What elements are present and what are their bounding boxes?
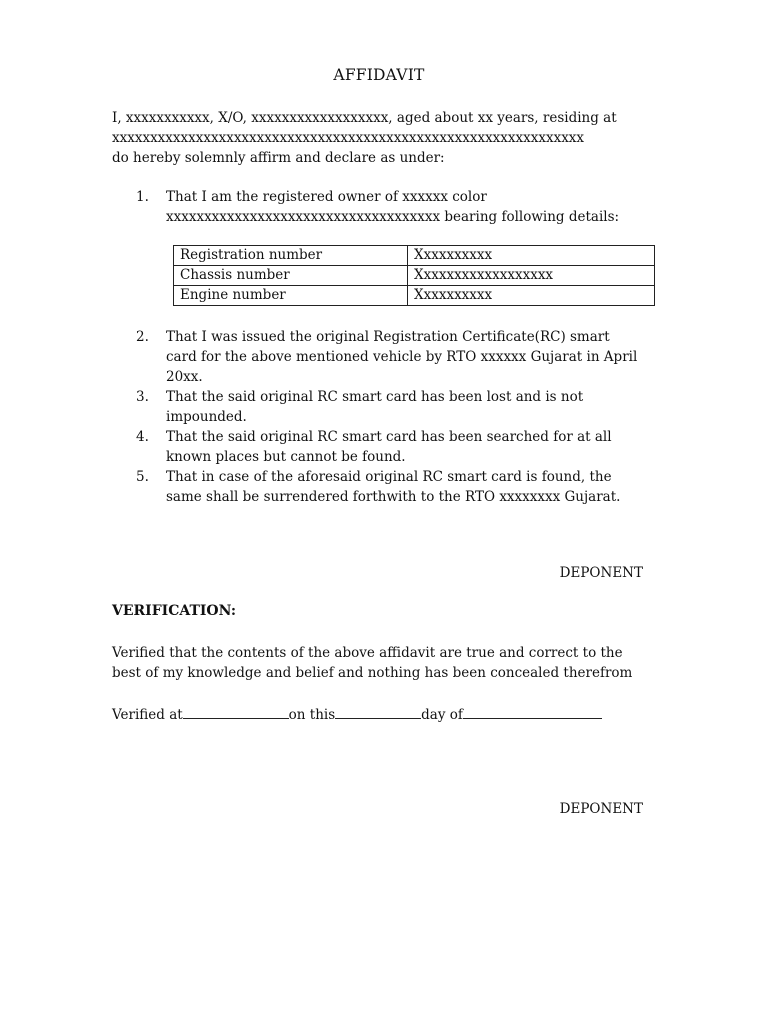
verification-heading: VERIFICATION: [112,603,237,619]
table-cell-label: Engine number [174,286,408,306]
item-line: known places but cannot be found. [166,449,406,465]
item-line: That the said original RC smart card has been searched for at all [166,429,612,445]
on-this-label: on this [288,707,336,723]
item-line: 20xx. [166,369,203,385]
item-number: 2. [136,329,149,345]
item-line: impounded. [166,409,247,425]
vehicle-details-table [173,245,655,306]
table-cell-label: Registration number [174,246,408,266]
date-blank[interactable] [335,705,421,719]
table-row [174,266,655,286]
document-title: AFFIDAVIT [333,66,425,84]
declaration-item-1 [136,187,620,227]
item-line: same shall be surrendered forthwith to the RTO xxxxxxxx Gujarat. [166,489,621,505]
intro-paragraph [112,108,617,168]
day-of-label: day of [421,707,463,723]
deponent-label-bottom: DEPONENT [559,801,643,817]
intro-line-3: do hereby solemnly affirm and declare as under: [112,150,445,166]
item-line: card for the above mentioned vehicle by RTO xxxxxx Gujarat in April [166,349,638,365]
intro-line-1: I, xxxxxxxxxxx, X/O, xxxxxxxxxxxxxxxxxx, aged about xx years, residing at [112,110,617,126]
item-number: 3. [136,389,149,405]
intro-line-2: xxxxxxxxxxxxxxxxxxxxxxxxxxxxxxxxxxxxxxxxxxxxxxxxxxxxxxxxxxxxxx [112,130,585,146]
deponent-label: DEPONENT [559,565,643,581]
verified-at-line [112,705,602,723]
item-line: xxxxxxxxxxxxxxxxxxxxxxxxxxxxxxxxxxxx bearing following details: [166,209,620,225]
item-line: That I am the registered owner of xxxxxx color [166,189,487,205]
declaration-item-3 [136,387,637,427]
table-row [174,246,655,266]
declaration-item-5 [136,467,637,507]
item-number: 1. [136,189,149,205]
declaration-item-2 [136,327,638,387]
verification-line-1: Verified that the contents of the above affidavit are true and correct to the [112,645,623,661]
item-number: 4. [136,429,149,445]
verification-paragraph [112,643,632,683]
table-cell-value: Xxxxxxxxxx [408,246,655,266]
item-line: That the said original RC smart card has been lost and is not [166,389,584,405]
table-cell-label: Chassis number [174,266,408,286]
month-blank[interactable] [463,705,602,719]
declaration-item-list [136,327,638,507]
place-blank[interactable] [183,705,289,719]
table-row [174,286,655,306]
table-cell-value: Xxxxxxxxxx [408,286,655,306]
verified-at-label: Verified at [112,707,183,723]
item-line: That in case of the aforesaid original RC smart card is found, the [166,469,612,485]
item-line: That I was issued the original Registration Certificate(RC) smart [166,329,610,345]
item-number: 5. [136,469,149,485]
verification-line-2: best of my knowledge and belief and nothing has been concealed therefrom [112,665,633,681]
declaration-item-4 [136,427,637,467]
table-cell-value: Xxxxxxxxxxxxxxxxxx [408,266,655,286]
